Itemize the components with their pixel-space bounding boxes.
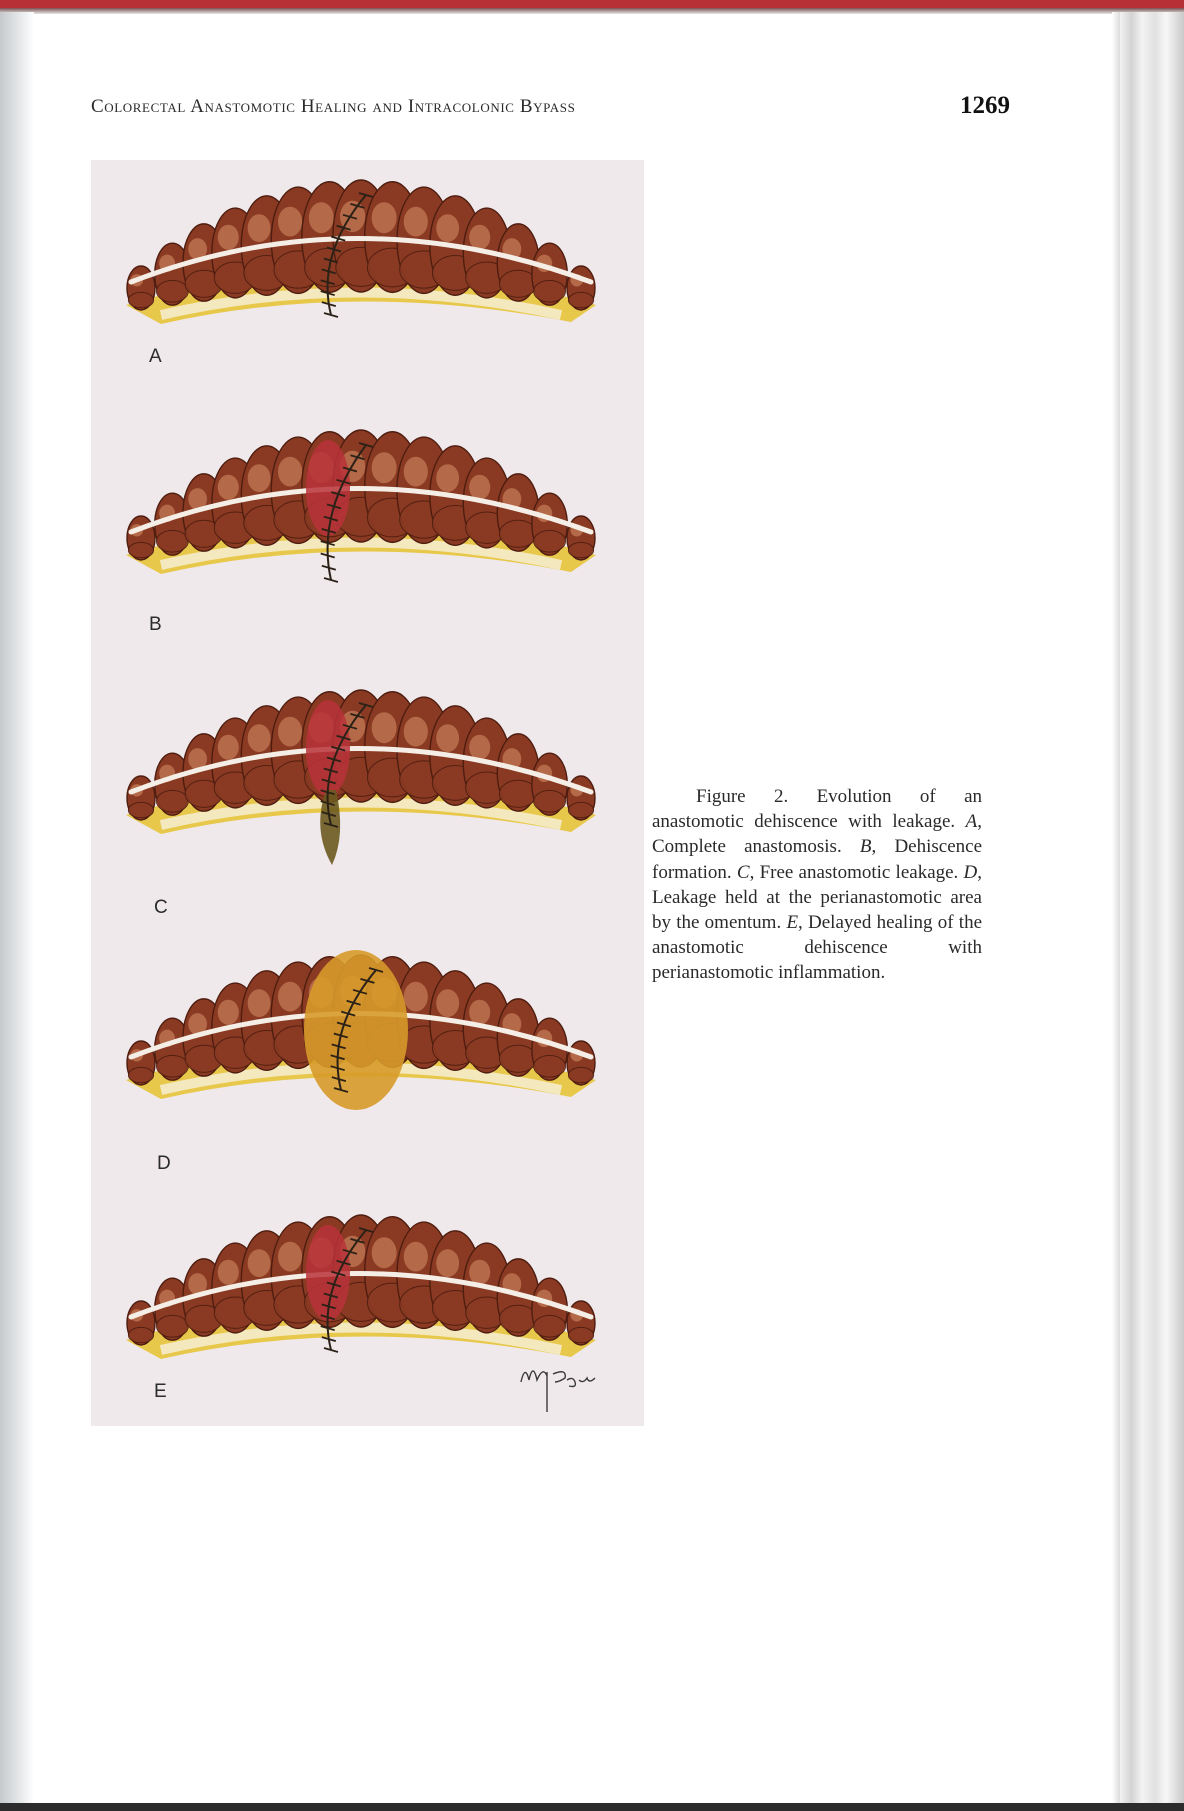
caption-key-e: E bbox=[786, 912, 799, 934]
caption-item-c: Free anastomotic leakage. bbox=[759, 861, 959, 883]
colon-drawing-dehiscence bbox=[126, 430, 596, 582]
colon-drawing-leak bbox=[126, 690, 596, 865]
caption-item-b: Dehiscence formation. bbox=[652, 836, 982, 883]
caption-key-a: A bbox=[965, 811, 978, 833]
caption-key-d: D bbox=[963, 861, 978, 883]
panel-label-a: A bbox=[149, 346, 162, 367]
figure-drawing bbox=[91, 160, 644, 1426]
caption-figure-label: Figure 2. bbox=[696, 786, 789, 807]
figure-illustration bbox=[91, 160, 644, 1426]
page-fold-shadow bbox=[1112, 12, 1120, 1803]
colon-drawing-healing bbox=[126, 1215, 596, 1359]
figure-caption: Figure 2. Evolution of an anastomotic dehiscence with leakage. A, Complete anastomosis. B, Dehiscence formation. C, Free anastomotic leakage. D, Leakage held at the perianastomotic area by the omentum. E, Delayed healing of the anastomotic dehiscence with perianastomotic inflammation. bbox=[652, 786, 983, 984]
panel-label-c: C bbox=[154, 897, 168, 918]
caption-key-b: B bbox=[859, 836, 872, 858]
running-head: Colorectal Anastomotic Healing and Intracolonic Bypass bbox=[91, 96, 576, 117]
caption-item-a: Complete anastomosis. bbox=[652, 836, 842, 858]
caption-item-d: Leakage held at the perianastomotic area by the omentum. bbox=[652, 886, 982, 934]
page-top-edge bbox=[0, 0, 1184, 12]
colon-drawing-omentum bbox=[126, 950, 596, 1110]
page-number: 1269 bbox=[960, 92, 1010, 119]
caption-item-e: Delayed healing of the anastomotic dehiscence with perianastomotic inflammation. bbox=[652, 912, 982, 984]
caption-key-c: C bbox=[736, 861, 750, 883]
caption-intro: Evolution of an anastomotic dehiscence with leakage. bbox=[652, 786, 982, 833]
page-stack-edge bbox=[1120, 12, 1184, 1803]
page-bottom-edge bbox=[0, 1803, 1184, 1811]
panel-label-e: E bbox=[154, 1381, 167, 1402]
panel-label-b: B bbox=[149, 614, 162, 635]
colon-drawing-complete bbox=[126, 180, 596, 324]
page-gutter-shadow bbox=[0, 12, 34, 1803]
panel-label-d: D bbox=[157, 1153, 171, 1174]
artist-signature bbox=[521, 1371, 595, 1412]
